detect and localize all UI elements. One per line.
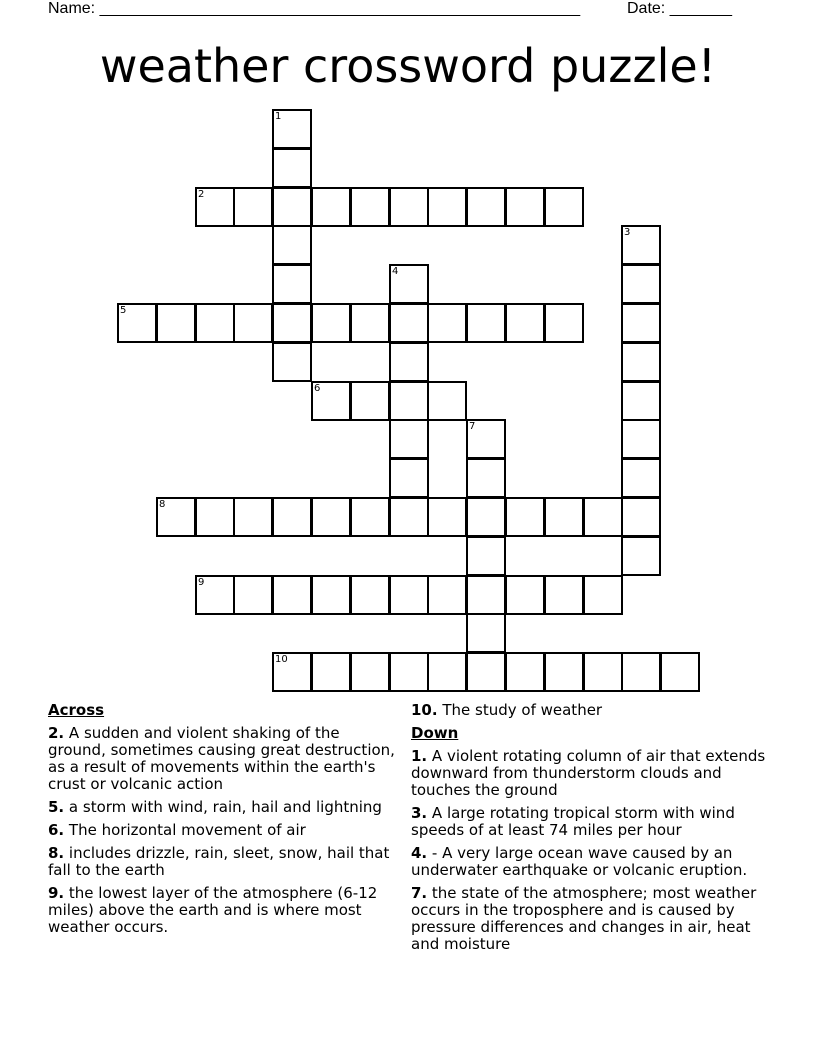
crossword-cell[interactable] (427, 497, 467, 537)
crossword-cell[interactable] (505, 187, 545, 227)
crossword-cell[interactable] (389, 187, 429, 227)
crossword-cell[interactable] (156, 303, 196, 343)
across-clue-8 (48, 845, 398, 879)
clues-right-column (411, 702, 781, 959)
crossword-cell[interactable] (544, 575, 584, 615)
cell-number: 7 (469, 421, 476, 432)
crossword-cell[interactable] (427, 381, 467, 421)
crossword-cell[interactable] (544, 497, 584, 537)
crossword-cell[interactable] (389, 303, 429, 343)
crossword-cell[interactable] (505, 575, 545, 615)
crossword-cell[interactable] (466, 419, 506, 459)
crossword-cell[interactable] (272, 342, 312, 382)
crossword-cell[interactable] (389, 419, 429, 459)
clue-text: the state of the atmosphere; most weather occurs in the troposphere and is caused by pressure differences and changes in air, heat and moisture (411, 884, 757, 953)
crossword-cell[interactable] (544, 187, 584, 227)
crossword-cell[interactable] (350, 187, 390, 227)
crossword-cell[interactable] (156, 497, 196, 537)
crossword-cell[interactable] (389, 575, 429, 615)
clue-text: A large rotating tropical storm with wind speeds of at least 74 miles per hour (411, 804, 735, 839)
clue-number: 9. (48, 884, 65, 902)
clue-number: 8. (48, 844, 65, 862)
clue-number: 3. (411, 804, 428, 822)
crossword-cell[interactable] (350, 381, 390, 421)
crossword-cell[interactable] (272, 497, 312, 537)
crossword-cell[interactable] (311, 187, 351, 227)
clue-text: The study of weather (442, 701, 603, 719)
crossword-cell[interactable] (427, 187, 467, 227)
crossword-cell[interactable] (505, 497, 545, 537)
crossword-cell[interactable] (621, 225, 661, 265)
across-clue-6 (48, 822, 398, 839)
crossword-cell[interactable] (466, 536, 506, 576)
cell-number: 4 (392, 266, 399, 277)
crossword-cell[interactable] (233, 497, 273, 537)
clue-number: 4. (411, 844, 428, 862)
clue-number: 2. (48, 724, 65, 742)
crossword-cell[interactable] (272, 575, 312, 615)
crossword-cell[interactable] (272, 187, 312, 227)
crossword-cell[interactable] (466, 575, 506, 615)
clue-text: A sudden and violent shaking of the ground, sometimes causing great destruction, as a result of movements within the earth's crust or volcanic action (48, 724, 395, 793)
cell-number: 5 (120, 305, 127, 316)
cell-number: 6 (314, 383, 321, 394)
crossword-cell[interactable] (311, 575, 351, 615)
across-clue-10 (411, 702, 781, 719)
crossword-cell[interactable] (350, 652, 390, 692)
down-clue-3 (411, 805, 781, 839)
crossword-cell[interactable] (505, 303, 545, 343)
cell-number: 9 (198, 577, 205, 588)
cell-number: 2 (198, 189, 205, 200)
crossword-cell[interactable] (272, 109, 312, 149)
crossword-cell[interactable] (311, 497, 351, 537)
crossword-cell[interactable] (621, 342, 661, 382)
crossword-cell[interactable] (427, 575, 467, 615)
crossword-cell[interactable] (389, 458, 429, 498)
crossword-cell[interactable] (195, 187, 235, 227)
crossword-cell[interactable] (195, 497, 235, 537)
clue-text: A violent rotating column of air that extends downward from thunderstorm clouds and touches the ground (411, 747, 766, 799)
crossword-cell[interactable] (233, 303, 273, 343)
crossword-cell[interactable] (583, 497, 623, 537)
clue-number: 1. (411, 747, 428, 765)
clue-text: a storm with wind, rain, hail and lightning (68, 798, 382, 816)
crossword-cell[interactable] (544, 303, 584, 343)
cell-number: 10 (275, 654, 288, 665)
crossword-cell[interactable] (272, 225, 312, 265)
crossword-cell[interactable] (466, 613, 506, 653)
down-clue-4 (411, 845, 781, 879)
crossword-cell[interactable] (311, 381, 351, 421)
crossword-cell[interactable] (621, 652, 661, 692)
crossword-cell[interactable] (311, 652, 351, 692)
crossword-cell[interactable] (272, 264, 312, 304)
down-clue-7 (411, 885, 781, 953)
crossword-cell[interactable] (272, 652, 312, 692)
crossword-cell[interactable] (466, 187, 506, 227)
crossword-cell[interactable] (427, 303, 467, 343)
cell-number: 1 (275, 111, 282, 122)
across-clue-2 (48, 725, 398, 793)
crossword-cell[interactable] (272, 148, 312, 188)
crossword-cell[interactable] (195, 575, 235, 615)
crossword-cell[interactable] (466, 497, 506, 537)
across-clue-9 (48, 885, 398, 936)
across-clue-5 (48, 799, 398, 816)
name-field[interactable]: Name: ______________________________________________________ (48, 0, 581, 17)
crossword-cell[interactable] (350, 303, 390, 343)
clues-left-column (48, 702, 398, 942)
clue-number: 7. (411, 884, 428, 902)
crossword-cell[interactable] (389, 264, 429, 304)
date-field[interactable]: Date: _______ (627, 0, 732, 17)
crossword-cell[interactable] (621, 381, 661, 421)
crossword-cell[interactable] (466, 458, 506, 498)
crossword-cell[interactable] (621, 536, 661, 576)
crossword-cell[interactable] (583, 652, 623, 692)
clue-number: 10. (411, 701, 438, 719)
crossword-cell[interactable] (350, 575, 390, 615)
crossword-cell[interactable] (427, 652, 467, 692)
crossword-cell[interactable] (466, 303, 506, 343)
down-heading: Down (411, 724, 459, 742)
down-clue-1 (411, 748, 781, 799)
clue-text: The horizontal movement of air (68, 821, 306, 839)
crossword-cell[interactable] (466, 652, 506, 692)
clue-number: 5. (48, 798, 65, 816)
crossword-cell[interactable] (272, 303, 312, 343)
cell-number: 8 (159, 499, 166, 510)
crossword-cell[interactable] (389, 342, 429, 382)
crossword-cell[interactable] (311, 303, 351, 343)
clue-number: 6. (48, 821, 65, 839)
clue-text: includes drizzle, rain, sleet, snow, hail that fall to the earth (48, 844, 390, 879)
crossword-cell[interactable] (544, 652, 584, 692)
crossword-cell[interactable] (660, 652, 700, 692)
crossword-cell[interactable] (389, 497, 429, 537)
page-title: weather crossword puzzle! (99, 39, 717, 93)
crossword-cell[interactable] (621, 303, 661, 343)
crossword-cell[interactable] (233, 575, 273, 615)
crossword-cell[interactable] (195, 303, 235, 343)
crossword-cell[interactable] (233, 187, 273, 227)
crossword-cell[interactable] (621, 419, 661, 459)
crossword-cell[interactable] (389, 652, 429, 692)
crossword-cell[interactable] (505, 652, 545, 692)
crossword-cell[interactable] (389, 381, 429, 421)
crossword-cell[interactable] (621, 497, 661, 537)
crossword-cell[interactable] (621, 264, 661, 304)
crossword-cell[interactable] (583, 575, 623, 615)
crossword-cell[interactable] (117, 303, 157, 343)
cell-number: 3 (624, 227, 631, 238)
across-heading: Across (48, 701, 105, 719)
clue-text: - A very large ocean wave caused by an underwater earthquake or volcanic eruption. (411, 844, 748, 879)
clue-text: the lowest layer of the atmosphere (6-12 miles) above the earth and is where most weather occurs. (48, 884, 378, 936)
crossword-cell[interactable] (350, 497, 390, 537)
crossword-cell[interactable] (621, 458, 661, 498)
